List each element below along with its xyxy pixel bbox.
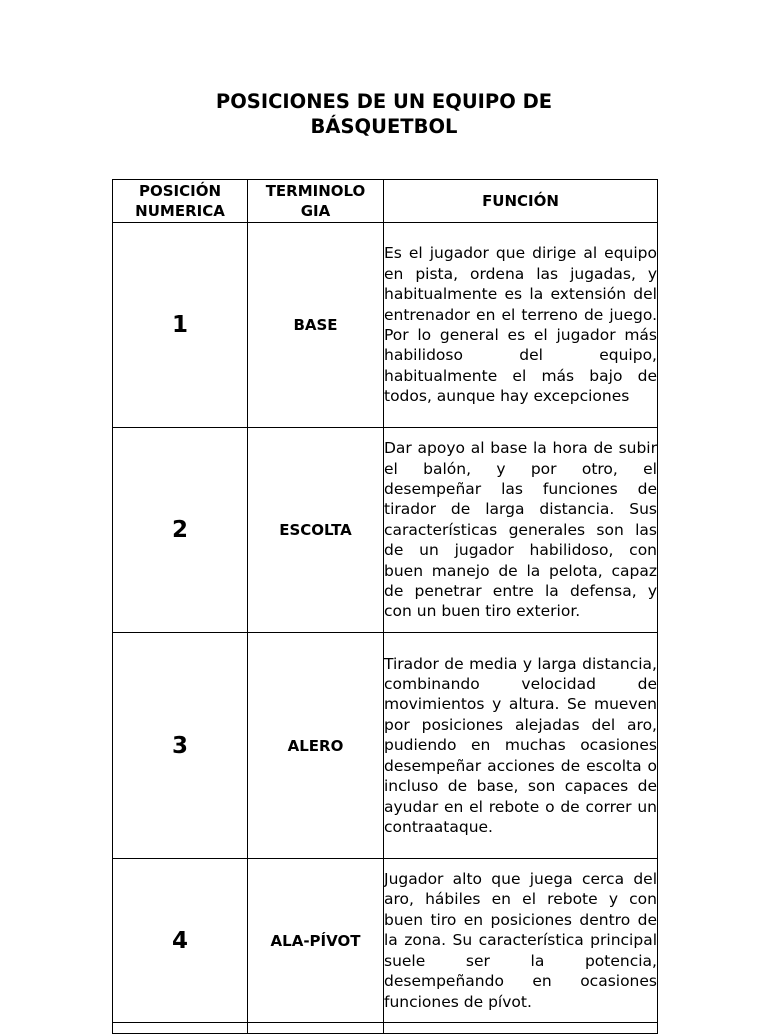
table-row: [113, 859, 658, 1023]
position-term: ESCOLTA: [248, 428, 384, 633]
page-title-line-2: BÁSQUETBOL: [310, 115, 458, 138]
position-function: Es el jugador que dirige al equipo en pista, ordena las jugadas, y habitualmente es la extensión del entrenador en el terreno de juego. Por lo general es el jugador más habilidoso del equipo, habitualmente el más bajo de todos, aunque hay excepciones: [384, 223, 658, 428]
position-function: Tirador de media y larga distancia, combinando velocidad de movimientos y altura. Se mueven por posiciones alejadas del aro, pudiendo en muchas ocasiones desempeñar acciones de escolta o incluso de base, son capaces de ayudar en el rebote o de correr un contraataque.: [384, 633, 658, 859]
position-number: 3: [113, 633, 248, 859]
position-term: ALERO: [248, 633, 384, 859]
header-position: POSICIÓN NUMERICA: [113, 180, 248, 223]
table-row-cutoff: [113, 1023, 658, 1034]
table-row: [113, 633, 658, 859]
position-number: 1: [113, 223, 248, 428]
header-function: FUNCIÓN: [384, 180, 658, 223]
position-number: 2: [113, 428, 248, 633]
table-row: [113, 223, 658, 428]
position-function: Jugador alto que juega cerca del aro, hábiles en el rebote y con buen tiro en posiciones dentro de la zona. Su característica principal suele ser la potencia, desempeñando en ocasiones funciones de pívot.: [384, 859, 658, 1023]
position-function: Dar apoyo al base la hora de subir el balón, y por otro, el desempeñar las funciones de tirador de larga distancia. Sus características generales son las de un jugador habilidoso, con buen manejo de la pelota, capaz de penetrar entre la defensa, y con un buen tiro exterior.: [384, 428, 658, 633]
table-row: [113, 428, 658, 633]
position-term: ALA-PÍVOT: [248, 859, 384, 1023]
table-header-row: [113, 180, 658, 223]
page-title-line-1: POSICIONES DE UN EQUIPO DE: [215, 90, 553, 113]
positions-table: [112, 179, 658, 1034]
position-number: 4: [113, 859, 248, 1023]
page-title: [0, 89, 768, 139]
header-terminology: TERMINOLO GIA: [248, 180, 384, 223]
position-term: BASE: [248, 223, 384, 428]
